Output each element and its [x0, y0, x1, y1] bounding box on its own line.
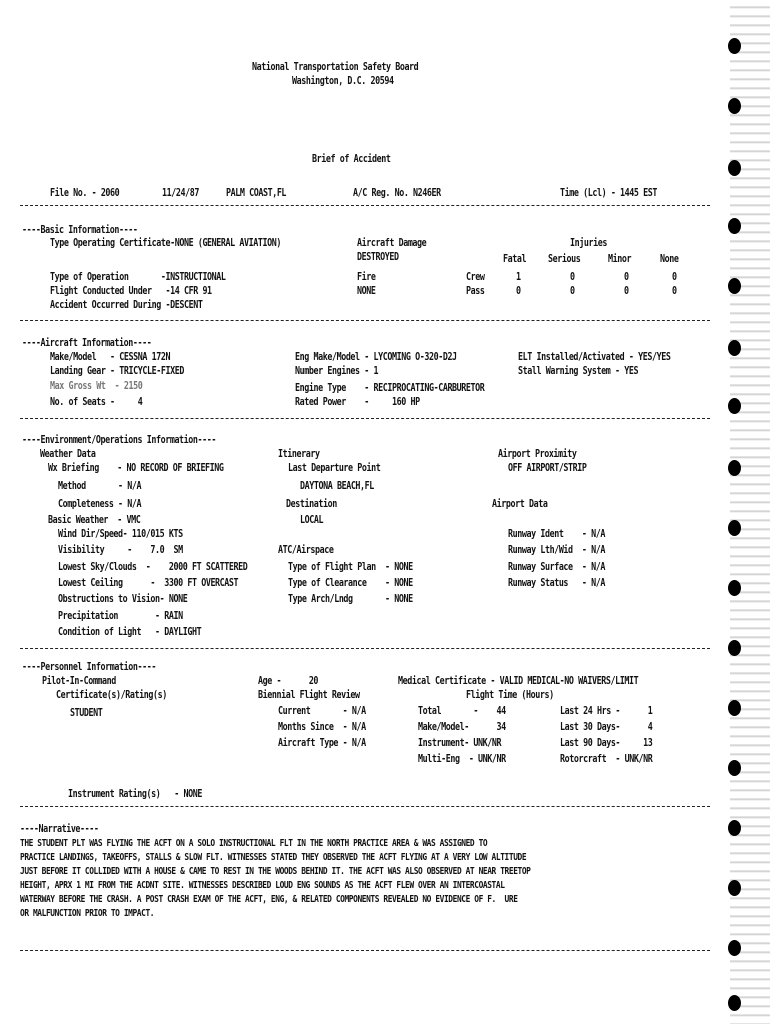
itinerary-label: Itinerary: [278, 449, 320, 460]
crew-fatal: 1: [516, 272, 521, 283]
basic-info-heading: ----Basic Information----: [22, 225, 138, 236]
instrument-ratings: Instrument Rating(s) - NONE: [68, 789, 202, 800]
runway-length-width: Runway Lth/Wid - N/A: [508, 545, 606, 556]
lowest-ceiling: Lowest Ceiling - 3300 FT OVERCAST: [58, 578, 239, 589]
divider: [20, 806, 710, 807]
flight-time-make-model: Make/Model- 34: [418, 722, 506, 733]
wind: Wind Dir/Speed- 110/015 KTS: [58, 529, 183, 540]
last-90-days: Last 90 Days- 13: [560, 738, 653, 749]
personnel-heading: ----Personnel Information----: [22, 662, 156, 673]
crew-none: 0: [672, 272, 677, 283]
divider: [20, 648, 710, 649]
biennial-aircraft-type: Aircraft Type - N/A: [278, 738, 366, 749]
pass-label: Pass: [466, 286, 485, 297]
lowest-sky-clouds: Lowest Sky/Clouds - 2000 FT SCATTERED: [58, 562, 248, 573]
aircraft-info-heading: ----Aircraft Information----: [22, 338, 152, 349]
number-of-seats: No. of Seats - 4: [50, 397, 143, 408]
biennial-months-since: Months Since - N/A: [278, 722, 366, 733]
narrative-line: OR MALFUNCTION PRIOR TO IMPACT.: [20, 908, 155, 919]
runway-ident: Runway Ident - N/A: [508, 529, 606, 540]
divider: [20, 320, 710, 321]
crew-serious: 0: [570, 272, 575, 283]
fire-label: Fire: [357, 272, 376, 283]
divider: [20, 418, 710, 419]
injury-col-minor: Minor: [608, 254, 632, 265]
narrative-line: PRACTICE LANDINGS, TAKEOFFS, STALLS & SLOW FLT. WITNESSES STATED THEY OBSERVED THE ACFT FLYING AT A VERY LOW ALTITUDE: [20, 852, 527, 863]
flight-plan-type: Type of Flight Plan - NONE: [288, 562, 413, 573]
narrative-line: WATERWAY BEFORE THE CRASH. A POST CRASH EXAM OF THE ACFT, ENG, & RELATED COMPONENTS REVEALED NO EVIDENCE OF F. URE: [20, 894, 518, 905]
fire-value: NONE: [357, 286, 376, 297]
aircraft-damage-value: DESTROYED: [357, 252, 399, 263]
agency-name: National Transportation Safety Board: [252, 62, 419, 73]
condition-of-light: Condition of Light - DAYLIGHT: [58, 627, 202, 638]
injury-col-none: None: [660, 254, 679, 265]
make-model: Make/Model - CESSNA 172N: [50, 352, 171, 363]
basic-weather: Basic Weather - VMC: [48, 515, 141, 526]
accident-place: PALM COAST,FL: [226, 188, 287, 199]
document-title: Brief of Accident: [312, 154, 391, 165]
weather-data-label: Weather Data: [40, 449, 96, 460]
clearance-type: Type of Clearance - NONE: [288, 578, 413, 589]
flight-time-label: Flight Time (Hours): [466, 690, 554, 701]
airport-proximity-label: Airport Proximity: [498, 449, 577, 460]
approach-landing-type: Type Arch/Lndg - NONE: [288, 594, 413, 605]
rated-power: Rated Power - 160 HP: [295, 397, 420, 408]
airport-proximity-value: OFF AIRPORT/STRIP: [508, 463, 587, 474]
biennial-review-label: Biennial Flight Review: [258, 690, 360, 701]
flight-conducted-under: Flight Conducted Under -14 CFR 91: [50, 286, 212, 297]
divider: [20, 205, 710, 206]
pass-fatal: 0: [516, 286, 521, 297]
briefing-method: Method - N/A: [58, 481, 142, 492]
runway-surface: Runway Surface - N/A: [508, 562, 606, 573]
wx-briefing: Wx Briefing - NO RECORD OF BRIEFING: [48, 463, 224, 474]
number-engines: Number Engines - 1: [295, 366, 379, 377]
pilot-age: Age - 20: [258, 676, 319, 687]
last-departure-label: Last Departure Point: [288, 463, 381, 474]
file-number: File No. - 2060: [50, 188, 120, 199]
biennial-current: Current - N/A: [278, 706, 366, 717]
runway-status: Runway Status - N/A: [508, 578, 606, 589]
pass-none: 0: [672, 286, 677, 297]
last-departure-value: DAYTONA BEACH,FL: [300, 481, 374, 492]
flight-time-total: Total - 44: [418, 706, 506, 717]
certificate-value: STUDENT: [70, 708, 103, 719]
crew-label: Crew: [466, 272, 485, 283]
narrative-heading: ----Narrative----: [20, 824, 99, 835]
injury-col-serious: Serious: [548, 254, 581, 265]
injury-col-fatal: Fatal: [503, 254, 527, 265]
pass-serious: 0: [570, 286, 575, 297]
operating-certificate: Type Operating Certificate-NONE (GENERAL AVIATION): [50, 238, 281, 249]
rotorcraft-time: Rotorcraft - UNK/NR: [560, 754, 653, 765]
narrative-line: JUST BEFORE IT COLLIDED WITH A HOUSE & CAME TO REST IN THE WOODS BEHIND IT. THE ACFT WAS ALSO OBSERVED AT NEAR TREETOP: [20, 866, 531, 877]
visibility: Visibility - 7.0 SM: [58, 545, 183, 556]
precipitation: Precipitation - RAIN: [58, 611, 183, 622]
briefing-completeness: Completeness - N/A: [58, 499, 142, 510]
accident-occurred-during: Accident Occurred During -DESCENT: [50, 300, 203, 311]
certificates-label: Certificate(s)/Rating(s): [56, 690, 167, 701]
destination-label: Destination: [286, 499, 337, 510]
obstructions-to-vision: Obstructions to Vision- NONE: [58, 594, 188, 605]
aircraft-damage-label: Aircraft Damage: [357, 238, 427, 249]
pilot-in-command-label: Pilot-In-Command: [42, 676, 116, 687]
registration-number: A/C Reg. No. N246ER: [353, 188, 441, 199]
airport-data-label: Airport Data: [492, 499, 548, 510]
accident-date: 11/24/87: [162, 188, 199, 199]
injuries-heading: Injuries: [570, 238, 607, 249]
crew-minor: 0: [624, 272, 629, 283]
narrative-line: THE STUDENT PLT WAS FLYING THE ACFT ON A SOLO INSTRUCTIONAL FLT IN THE NORTH PRACTICE AREA & WAS ASSIGNED TO: [20, 838, 488, 849]
flight-time-instrument: Instrument- UNK/NR: [418, 738, 502, 749]
divider: [20, 950, 710, 951]
stall-warning: Stall Warning System - YES: [518, 366, 639, 377]
pass-minor: 0: [624, 286, 629, 297]
type-of-operation: Type of Operation -INSTRUCTIONAL: [50, 272, 226, 283]
last-24-hours: Last 24 Hrs - 1: [560, 706, 653, 717]
punch-holes: [728, 0, 742, 1024]
flight-time-multi-engine: Multi-Eng - UNK/NR: [418, 754, 506, 765]
engine-type: Engine Type - RECIPROCATING-CARBURETOR: [295, 383, 485, 394]
elt-status: ELT Installed/Activated - YES/YES: [518, 352, 671, 363]
environment-heading: ----Environment/Operations Information----: [22, 435, 217, 446]
engine-make-model: Eng Make/Model - LYCOMING O-320-D2J: [295, 352, 457, 363]
agency-location: Washington, D.C. 20594: [292, 76, 394, 87]
medical-certificate: Medical Certificate - VALID MEDICAL-NO WAIVERS/LIMIT: [398, 676, 639, 687]
local-time: Time (Lcl) - 1445 EST: [560, 188, 658, 199]
atc-airspace-label: ATC/Airspace: [278, 545, 334, 556]
narrative-line: HEIGHT, APRX 1 MI FROM THE ACDNT SITE. WITNESSES DESCRIBED LOUD ENG SOUNDS AS THE ACFT FLEW OVER AN INTERCOASTAL: [20, 880, 505, 891]
destination-value: LOCAL: [300, 515, 324, 526]
max-gross-weight: Max Gross Wt - 2150: [50, 381, 143, 392]
landing-gear: Landing Gear - TRICYCLE-FIXED: [50, 366, 184, 377]
last-30-days: Last 30 Days- 4: [560, 722, 653, 733]
